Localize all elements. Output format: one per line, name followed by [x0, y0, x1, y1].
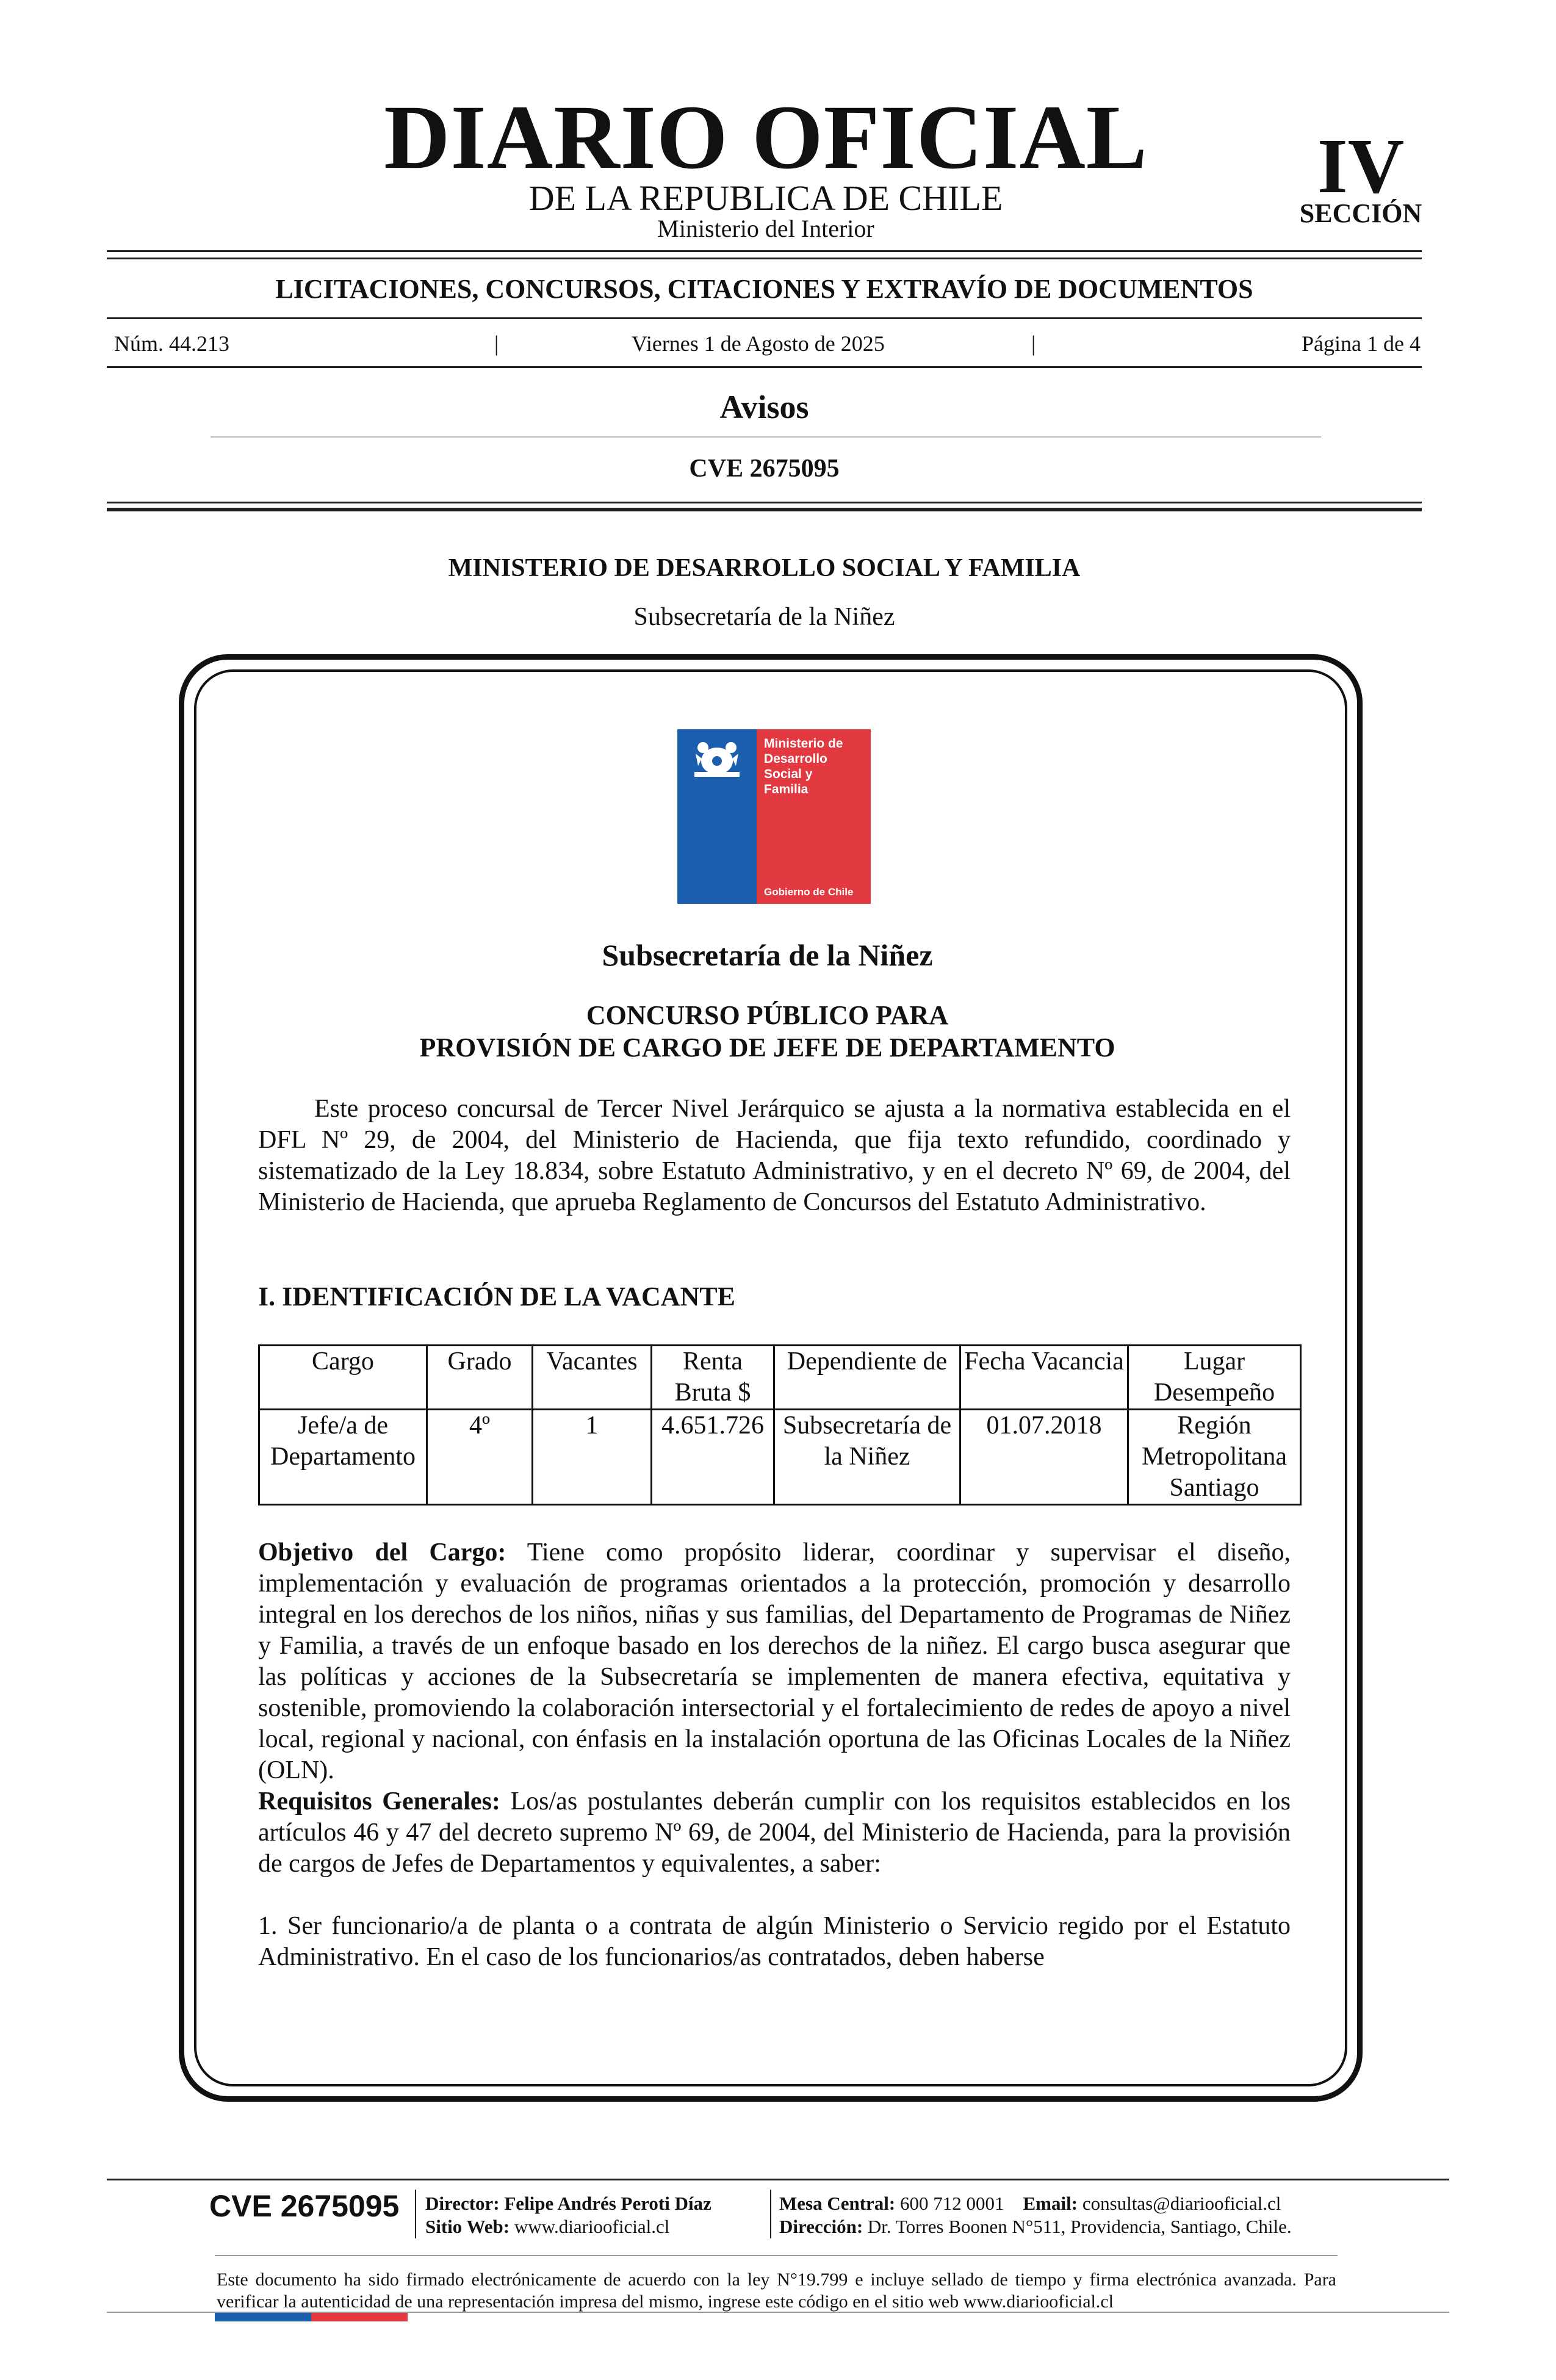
mesa-phone: 600 712 0001	[900, 2193, 1004, 2214]
table-header-row	[259, 1346, 1301, 1410]
section-title: Avisos	[719, 389, 809, 425]
email-link[interactable]: consultas@diariooficial.cl	[1082, 2193, 1281, 2214]
table-cell: Región Metropolitana Santiago	[1128, 1410, 1301, 1505]
footer-disclaimer: Este documento ha sido firmado electrónicamente de acuerdo con la ley N°19.799 e incluye sellado de tiempo y firma electrónica avanzada. Para verificar la autenticidad de una representación impresa del mismo, ingrese este código en el sitio web www.diariooficial.cl	[217, 2270, 1336, 2312]
table-header-cell: Renta Bruta $	[652, 1346, 774, 1410]
section-label: SECCIÓN	[1299, 198, 1422, 228]
objetivo-paragraph	[258, 1537, 1291, 1880]
objetivo-text: Tiene como propósito liderar, coordinar y supervisar el diseño, implementación y evaluación de programas orientados a la protección, promoción y desarrollo integral en los derechos de los niños, niñas y sus familias, del Departamento de Programas de Niñez y Familia, a través de un enfoque basado en los derechos de la niñez. El cargo busca asegurar que las políticas y acciones de la Subsecretaría se implementen de manera efectiva, equitativa y sostenible, promoviendo la colaboración intersectorial y el fortalecimiento de redes de apoyo a nivel local, regional y nacional, con énfasis en la instalación oportuna de las Oficinas Locales de la Niñez (OLN).	[258, 1538, 1291, 1784]
footer-separator	[770, 2190, 771, 2238]
section-heading: I. IDENTIFICACIÓN DE LA VACANTE	[258, 1282, 735, 1311]
address-text: Dr. Torres Boonen N°511, Providencia, Santiago, Chile.	[867, 2216, 1292, 2237]
cve-divider	[107, 502, 1422, 503]
table-header-cell: Dependiente de	[774, 1346, 960, 1410]
header-divider	[107, 258, 1422, 259]
ministry-logo	[677, 729, 871, 904]
publication-subtitle: DE LA REPUBLICA DE CHILE	[528, 178, 1003, 218]
email-label: Email:	[1023, 2193, 1078, 2214]
table-cell: 01.07.2018	[960, 1410, 1128, 1505]
flag-stripe-blue	[215, 2313, 311, 2321]
director-name: Felipe Andrés Peroti Díaz	[504, 2193, 711, 2214]
notice-ministry: MINISTERIO DE DESARROLLO SOCIAL Y FAMILIA	[448, 554, 1081, 582]
logo-text-3: Social y	[764, 767, 813, 781]
notice-heading: Subsecretaría de la Niñez	[602, 938, 933, 972]
issue-date: Viernes 1 de Agosto de 2025	[632, 331, 885, 356]
table-header-cell: Fecha Vacancia	[960, 1346, 1128, 1410]
vacancy-table	[258, 1344, 1302, 1506]
requirement-item: 1. Ser funcionario/a de planta o a contrata de algún Ministerio o Servicio regido por el Estatuto Administrativo. En el caso de los funcionarios/as contratados, deben haberse	[258, 1912, 1291, 1971]
flag-stripe-red	[311, 2313, 408, 2321]
table-row	[259, 1410, 1301, 1505]
website-link[interactable]: www.diariooficial.cl	[514, 2216, 670, 2237]
concurso-title-line1: CONCURSO PÚBLICO PARA	[586, 1000, 949, 1030]
table-cell: 4.651.726	[652, 1410, 774, 1505]
mesa-label: Mesa Central:	[779, 2193, 896, 2214]
table-header-cell: Cargo	[259, 1346, 427, 1410]
footer-divider-thin	[215, 2255, 1338, 2256]
logo-text-4: Familia	[764, 782, 809, 796]
website-label: Sitio Web:	[425, 2216, 510, 2237]
issue-number: Núm. 44.213	[114, 331, 229, 356]
objetivo-label: Objetivo del Cargo:	[258, 1538, 506, 1567]
cve-code: CVE 2675095	[689, 455, 840, 483]
table-header-cell: Lugar Desempeño	[1128, 1346, 1301, 1410]
publication-title: DIARIO OFICIAL	[384, 87, 1148, 188]
cve-divider	[107, 508, 1422, 511]
address-label: Dirección:	[779, 2216, 863, 2237]
footer-contact	[779, 2192, 1281, 2215]
header-divider	[107, 317, 1422, 319]
table-cell: Jefe/a de Departamento	[259, 1410, 427, 1505]
page-indicator: Página 1 de 4	[1302, 331, 1421, 356]
info-divider	[107, 366, 1422, 368]
logo-text-1: Ministerio de	[764, 737, 843, 751]
table-cell: Subsecretaría de la Niñez	[774, 1410, 960, 1505]
logo-footer-text: Gobierno de Chile	[764, 886, 854, 898]
section-number: IV	[1317, 123, 1405, 209]
logo-text-2: Desarrollo	[764, 752, 827, 766]
footer-separator	[415, 2190, 416, 2238]
info-separator: |	[1031, 331, 1036, 356]
concurso-title-line2: PROVISIÓN DE CARGO DE JEFE DE DEPARTAMENTO	[419, 1033, 1115, 1062]
intro-paragraph: Este proceso concursal de Tercer Nivel Jerárquico se ajusta a la normativa establecida en el DFL Nº 29, de 2004, del Ministerio de Hacienda, que fija texto refundido, coordinado y sistematizado de la Ley 18.834, sobre Estatuto Administrativo, y en el decreto Nº 69, de 2004, del Ministerio de Hacienda, que aprueba Reglamento de Concursos del Estatuto Administrativo.	[258, 1095, 1291, 1216]
table-cell: 1	[533, 1410, 652, 1505]
director-label: Director:	[425, 2193, 500, 2214]
header-divider	[107, 250, 1422, 252]
table-header-cell: Vacantes	[533, 1346, 652, 1410]
footer-cve: CVE 2675095	[209, 2189, 400, 2223]
category-banner: LICITACIONES, CONCURSOS, CITACIONES Y EXTRAVÍO DE DOCUMENTOS	[275, 274, 1253, 304]
requisitos-label: Requisitos Generales:	[258, 1787, 500, 1816]
requisitos-text: Los/as postulantes deberán cumplir con los requisitos establecidos en los artículos 46 y 47 del decreto supremo Nº 69, de 2004, del Ministerio de Hacienda, para la provisión de cargos de Jefes de Departamentos y equivalentes, a saber:	[258, 1787, 1291, 1878]
title-divider	[211, 436, 1321, 438]
publisher-ministry: Ministerio del Interior	[657, 215, 874, 242]
footer-address	[779, 2215, 1292, 2238]
info-separator: |	[494, 331, 499, 356]
footer-website	[425, 2215, 669, 2238]
footer-divider	[107, 2179, 1449, 2180]
table-header-cell: Grado	[427, 1346, 533, 1410]
table-cell: 4º	[427, 1410, 533, 1505]
notice-subsecretaria: Subsecretaría de la Niñez	[633, 603, 895, 631]
footer-director	[425, 2192, 711, 2215]
